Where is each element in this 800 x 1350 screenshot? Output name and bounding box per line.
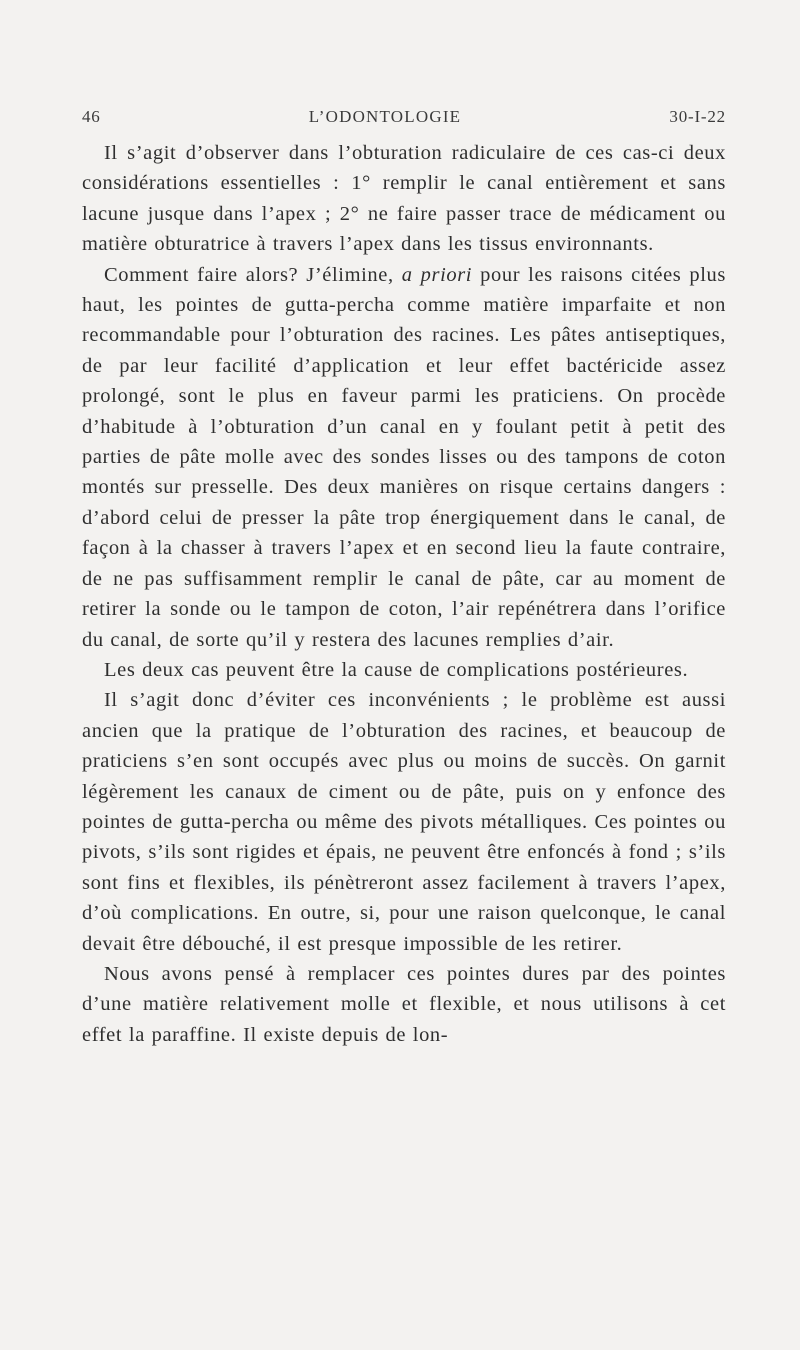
paragraph-italic: a priori — [401, 263, 473, 286]
running-title: L’ODONTOLOGIE — [308, 107, 462, 126]
issue-date: 30-I-22 — [669, 107, 726, 126]
paragraph-text: pour les raisons citées plus haut, les pointes de gutta-percha comme matière imparfaite et non recommandable pour l’obturation des racines. Les pâtes antiseptiques, de par leur facilité d’application et leur effet bactéricide assez prolongé, sont le plus en faveur parmi les praticiens. On procède d’habitude à l’obturation d’un canal en y foulant petit à petit des parties de pâte molle avec des sondes lisses ou des tampons de coton montés sur presselle. Des deux manières on risque certains dangers : d’abord celui de presser la pâte trop énergiquement dans le canal, de façon à la chasser à travers l’apex et en second lieu la faute contraire, de ne pas suffisamment remplir le canal de pâte, car au moment de retirer la sonde ou le tampon de coton, l’air repénétrera dans l’orifice du canal, de sorte qu’il y restera des lacunes remplies d’air. — [82, 263, 726, 651]
paragraph-text: Nous avons pensé à remplacer ces pointes dures par des pointes d’une matière relativement molle et flexible, et nous utilisons à cet effet la paraffine. Il existe depuis de lon- — [82, 962, 726, 1046]
paragraph — [82, 260, 726, 655]
paragraph-text: Comment faire alors? J’élimine, — [104, 263, 402, 286]
paragraph — [82, 685, 726, 959]
paragraph-text: Il s’agit d’observer dans l’obturation radiculaire de ces cas-ci deux considérations essentielles : 1° remplir le canal entièrement et sans lacune jusque dans l’apex ; 2° ne faire passer trace de médicament ou matière obturatrice à travers l’apex dans les tissus environnants. — [82, 142, 726, 256]
paragraph-text: Les deux cas peuvent être la cause de complications postérieures. — [104, 658, 689, 681]
paragraph — [82, 655, 726, 685]
page-number: 46 — [82, 107, 101, 126]
page-header — [82, 104, 726, 130]
paragraph — [82, 138, 726, 260]
paragraph-text: Il s’agit donc d’éviter ces inconvénients ; le problème est aussi ancien que la pratique de l’obturation des racines, et beaucoup de praticiens s’en sont occupés avec plus ou moins de succès. On garnit légèrement les canaux de ciment ou de pâte, puis on y enfonce des pointes de gutta-percha ou même des pivots métalliques. Ces pointes ou pivots, s’ils sont rigides et épais, ne peuvent être enfoncés à fond ; s’ils sont fins et flexibles, ils pénètreront assez facilement à travers l’apex, d’où complications. En outre, si, pour une raison quelconque, le canal devait être débouché, il est presque impossible de les retirer. — [82, 689, 726, 955]
paragraph — [82, 959, 726, 1050]
article-body — [82, 138, 726, 1050]
